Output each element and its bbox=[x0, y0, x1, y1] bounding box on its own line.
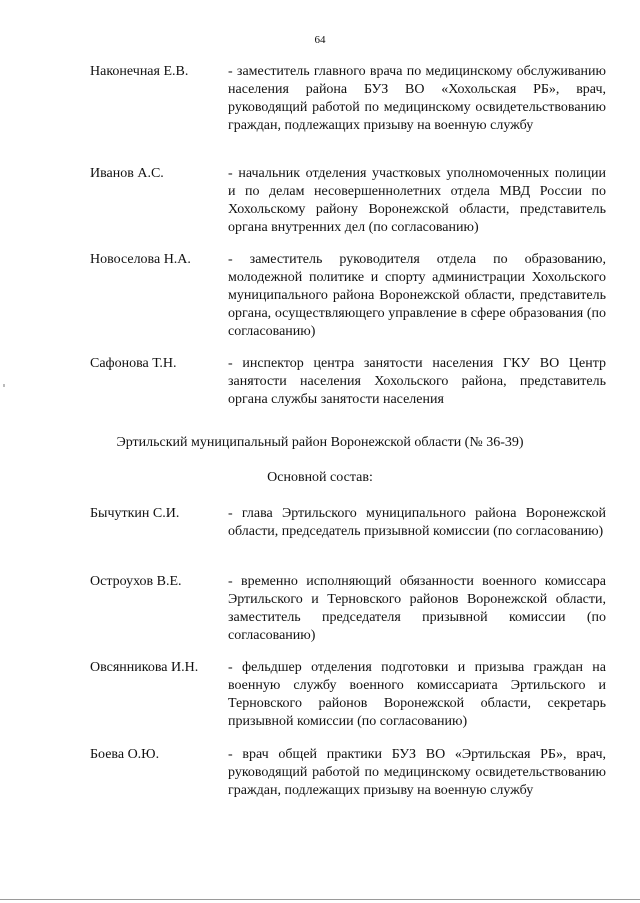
section-subtitle: Основной состав: bbox=[267, 470, 373, 485]
page-bottom-edge bbox=[0, 899, 640, 900]
list-item bbox=[90, 746, 606, 800]
member-description: - глава Эртильского муниципального района Воронежской области, председатель призывной комиссии (по согласованию) bbox=[228, 506, 606, 539]
scan-margin-mark bbox=[3, 384, 5, 387]
member-description: - временно исполняющий обязанности военного комиссара Эртильского и Терновского районов Воронежской области, заместитель председателя призывной комиссии (по согласованию) bbox=[228, 574, 606, 643]
list-item bbox=[90, 659, 606, 731]
page-number: 64 bbox=[314, 34, 326, 46]
section-title: Эртильский муниципальный район Воронежской области (№ 36-39) bbox=[116, 435, 524, 450]
member-name: Новоселова Н.А. bbox=[90, 252, 191, 267]
member-name: Сафонова Т.Н. bbox=[90, 356, 177, 371]
member-description: - начальник отделения участковых уполномоченных полиции и по делам несовершеннолетних отдела МВД России по Хохольскому району Воронежской области, представитель органа внутренних дел (по согласованию) bbox=[228, 166, 606, 235]
list-item bbox=[90, 355, 606, 409]
list-item bbox=[90, 63, 606, 135]
list-item bbox=[90, 505, 606, 541]
member-description: - заместитель руководителя отдела по образованию, молодежной политике и спорту администрации Хохольского муниципального района Воронежской области, представитель органа, осуществляющего управление в сфере образования (по согласованию) bbox=[228, 252, 606, 339]
member-name: Боева О.Ю. bbox=[90, 747, 160, 762]
list-item bbox=[90, 165, 606, 237]
member-name: Иванов А.С. bbox=[90, 166, 164, 181]
member-name: Овсянникова И.Н. bbox=[90, 660, 199, 675]
list-item bbox=[90, 573, 606, 645]
member-description: - врач общей практики БУЗ ВО «Эртильская РБ», врач, руководящий работой по медицинскому освидетельствованию граждан, подлежащих призыву на военную службу bbox=[228, 747, 606, 798]
member-description: - заместитель главного врача по медицинскому обслуживанию населения района БУЗ ВО «Хохольская РБ», врач, руководящий работой по медицинскому освидетельствованию граждан, подлежащих призыву на военную службу bbox=[228, 64, 606, 133]
list-item bbox=[90, 251, 606, 341]
member-description: - фельдшер отделения подготовки и призыва граждан на военную службу военного комиссариата Эртильского и Терновского районов Воронежской области, секретарь призывной комиссии (по согласованию) bbox=[228, 660, 606, 729]
member-name: Остроухов В.Е. bbox=[90, 574, 182, 589]
member-description: - инспектор центра занятости населения ГКУ ВО Центр занятости населения Хохольского района, представитель органа службы занятости населения bbox=[228, 356, 606, 407]
member-name: Наконечная Е.В. bbox=[90, 64, 189, 79]
member-name: Бычуткин С.И. bbox=[90, 506, 180, 521]
